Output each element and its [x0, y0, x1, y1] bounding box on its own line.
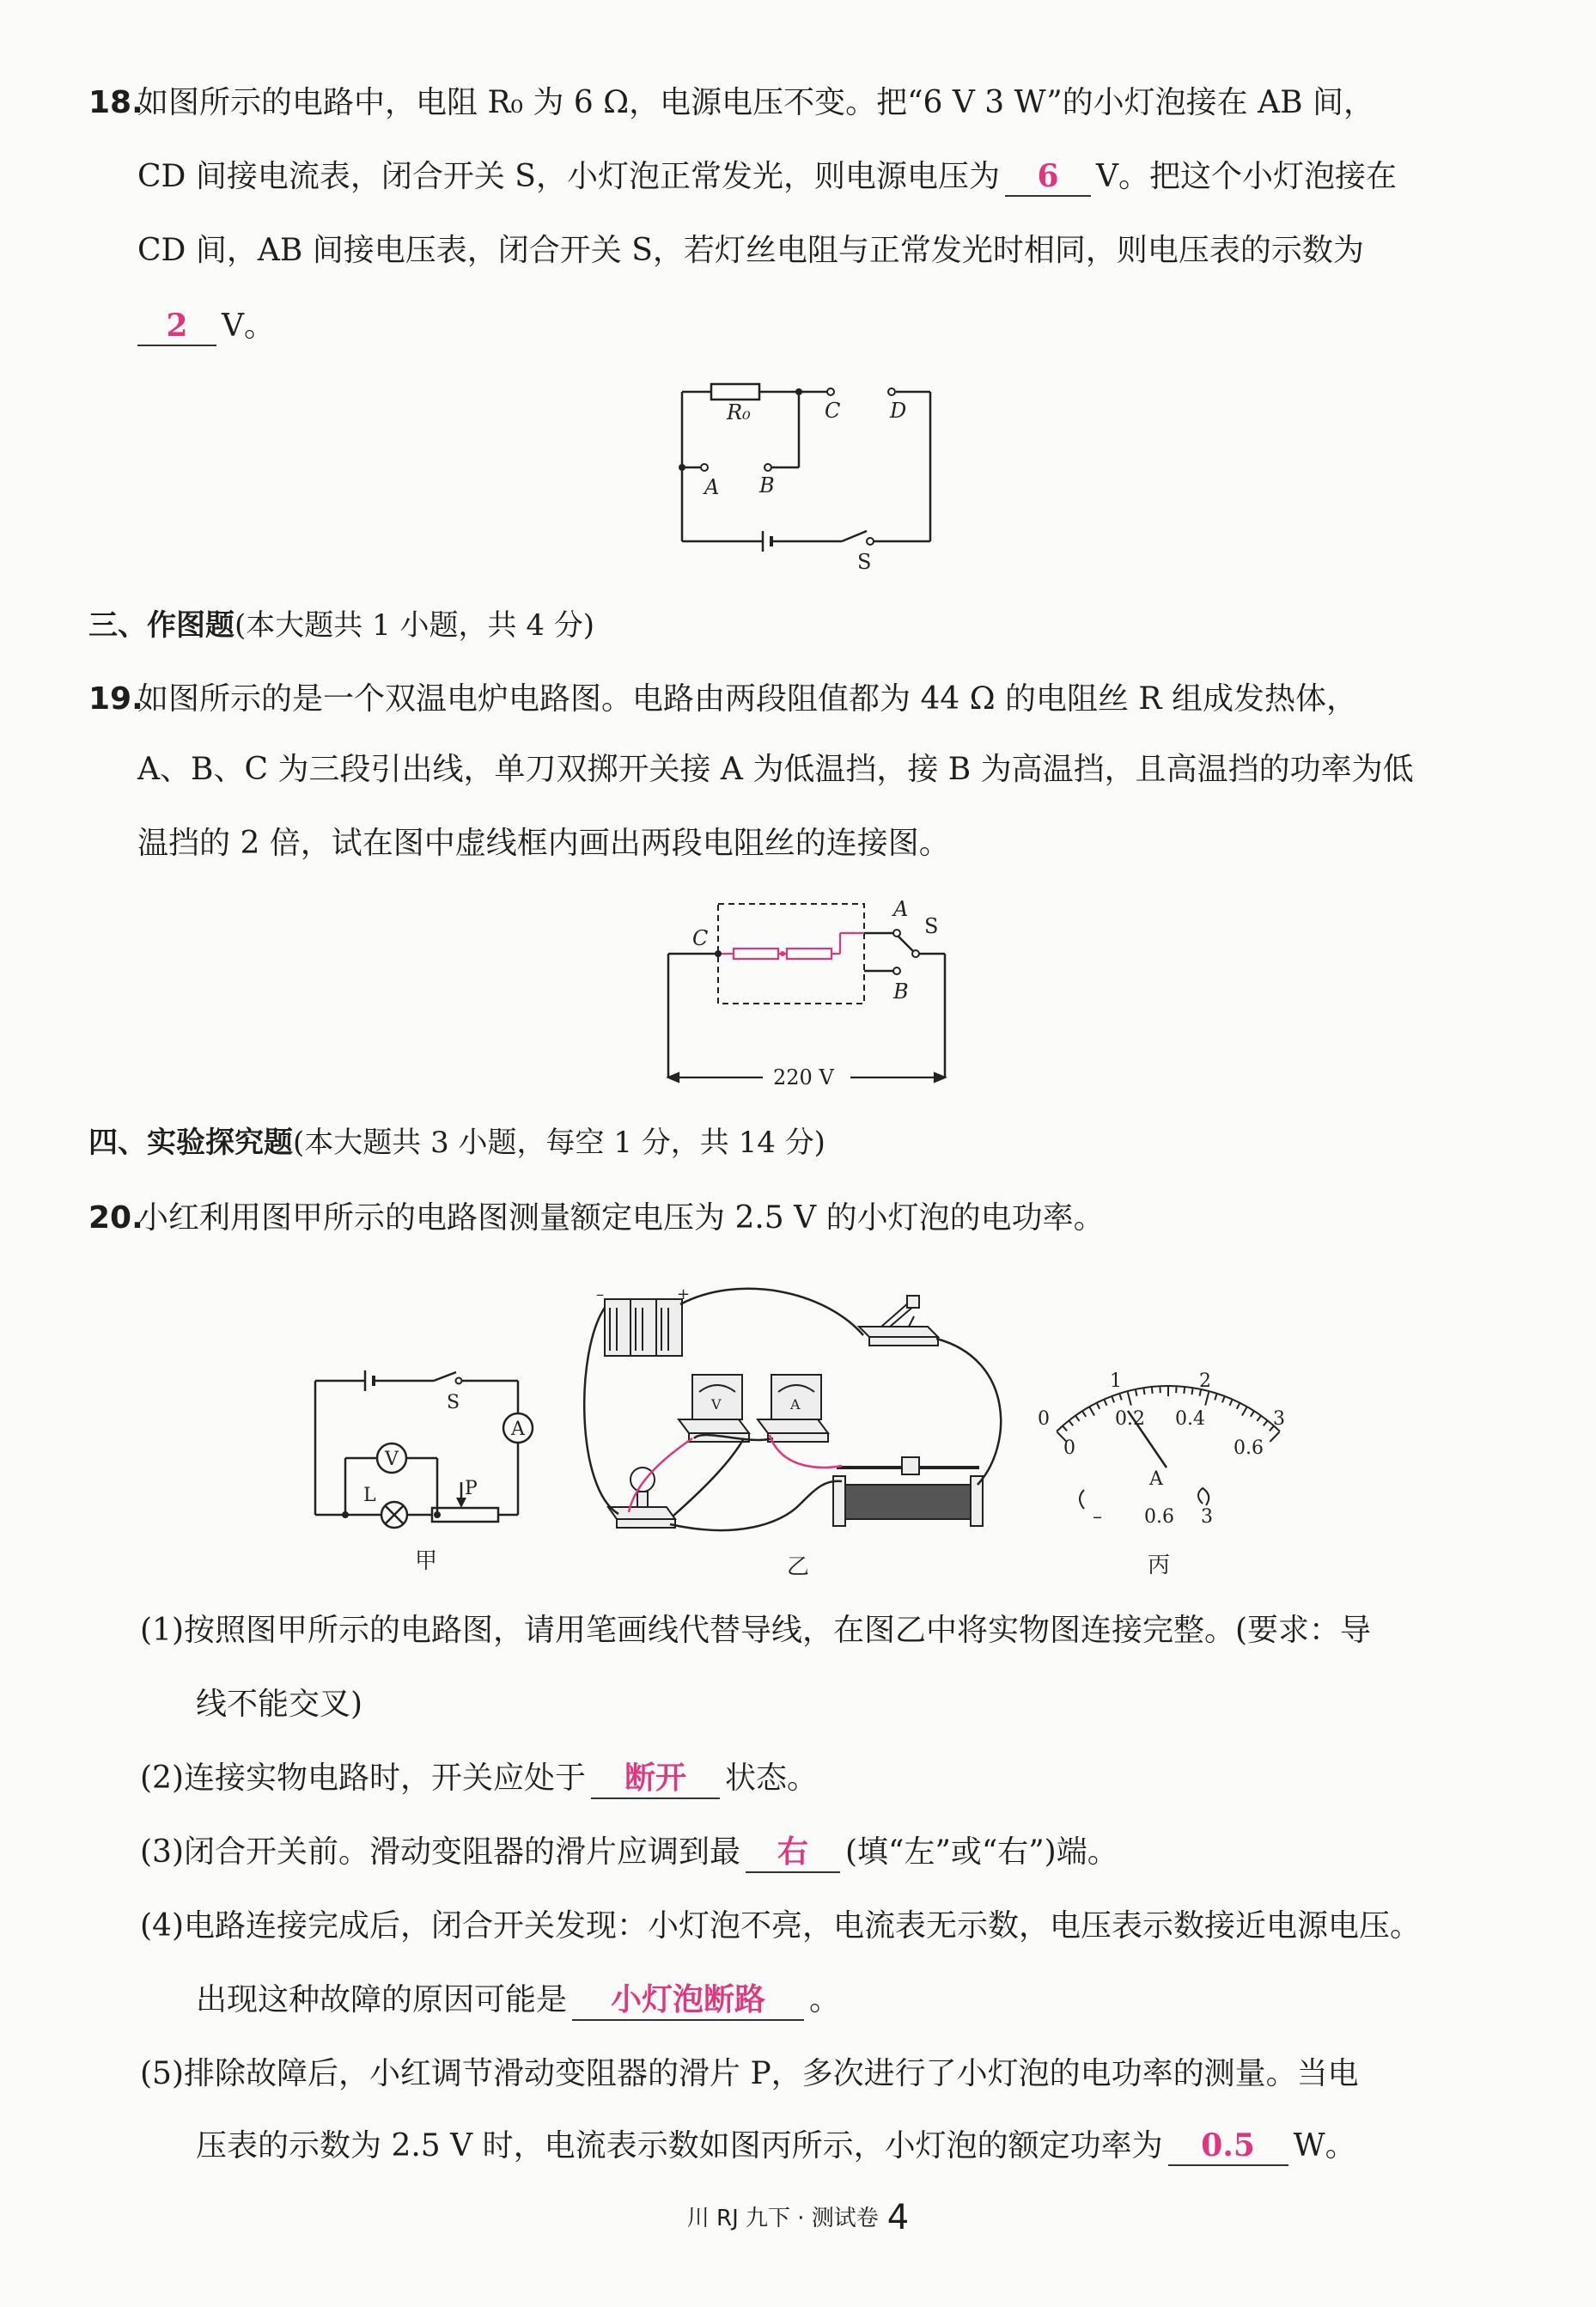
q19-line3: 温挡的 2 倍，试在图中虚线框内画出两段电阻丝的连接图。 [137, 826, 950, 861]
q20-fig-yi-apparatus [567, 1282, 1031, 1583]
q20-bing-tick [1090, 1407, 1094, 1416]
page-number: 4 [886, 2198, 910, 2237]
q20-bing-bottom-02: 0.2 [1115, 1408, 1145, 1430]
q20-bing-tick [1143, 1388, 1144, 1395]
footer-text: 川 RJ 九下 · 测试卷 [686, 2206, 879, 2231]
q20-p4-b-line [196, 1980, 840, 2021]
q20-bing-tick [1105, 1400, 1107, 1405]
q20-yi-lamp [608, 1468, 675, 1528]
q20-p4-a: (4)电路连接完成后，闭合开关发现：小灯泡不亮，电流表无示数，电压表示数接近电源电压。 [140, 1908, 1421, 1944]
q20-bing-term-3: 3 [1201, 1506, 1213, 1528]
q18-terminal-d [888, 388, 895, 395]
q20-p4-b: 出现这种故障的原因可能是 [196, 1982, 568, 2017]
q20-yi-rheostat [833, 1457, 983, 1526]
q20-answer3: 右 [746, 1834, 840, 1873]
q20-bing-tick [1270, 1432, 1279, 1442]
q20-fig-bing-ammeter-dial [1031, 1358, 1306, 1581]
q19-terminal-a [893, 930, 900, 937]
q20-answer2: 断开 [591, 1760, 720, 1799]
q20-jia-label-s: S [447, 1392, 460, 1413]
q20-bing-unit: A [1149, 1468, 1163, 1490]
q20-bing-bottom-06: 0.6 [1234, 1437, 1264, 1459]
q20-yi-caption: 乙 [787, 1554, 810, 1580]
q19-circuit-diagram [653, 885, 971, 1100]
q20-bing-tick [1128, 1392, 1131, 1405]
q20-bing-tick [1063, 1426, 1068, 1431]
q20-bing-tick [1242, 1407, 1246, 1416]
q18-label-r0: R₀ [727, 400, 751, 424]
q20-yi-label-a: A [790, 1396, 801, 1413]
q19-answer-resistor1 [734, 949, 778, 959]
q18-terminal-c [827, 388, 834, 395]
q20-bing-tick [1191, 1388, 1192, 1395]
q20-bing-tick [1264, 1421, 1267, 1425]
q20-bing-tick [1112, 1397, 1114, 1403]
q20-answer4: 小灯泡断路 [572, 1981, 804, 2021]
q18-answer2: 2 [137, 307, 216, 346]
q20-p1-b: 线不能交叉) [196, 1687, 363, 1722]
q20-p2-b: 状态。 [725, 1761, 819, 1796]
q20-bing-tick [1120, 1395, 1122, 1401]
q20-bing-top-2: 2 [1199, 1370, 1211, 1392]
q20-bing-caption: 丙 [1148, 1553, 1171, 1578]
q18-label-c: C [825, 399, 841, 423]
section4-note: (本大题共 3 小题，每空 1 分，共 14 分) [293, 1126, 825, 1160]
q18-resistor-r0 [711, 384, 759, 400]
q20-p1-a: (1)按照图甲所示的电路图，请用笔画线代替导线，在图乙中将实物图连接完整。(要求：导 [140, 1613, 1372, 1648]
q18-line2-b: V。把这个小灯泡接在 [1095, 159, 1397, 194]
q20-jia-rheostat [432, 1508, 498, 1522]
q20-bing-tick [1205, 1392, 1209, 1405]
q20-bing-tick [1076, 1416, 1080, 1421]
q19-line2: A、B、C 为三段引出线，单刀双掷开关接 A 为低温挡，接 B 为高温挡，且高温挡的功率为低 [137, 752, 1414, 787]
q19-label-s: S [924, 914, 939, 938]
q20-p2-a: (2)连接实物电路时，开关应处于 [140, 1761, 586, 1796]
q18-line4 [137, 306, 275, 347]
q20-p5-b: 压表的示数为 2.5 V 时，电流表示数如图丙所示，小灯泡的额定功率为 [196, 2128, 1163, 2164]
q18-terminal-a [701, 464, 708, 471]
q18-terminal-b [764, 464, 771, 471]
q20-bing-tick [1229, 1400, 1232, 1405]
q20-bing-term-neg: – [1093, 1506, 1102, 1528]
q20-answer5: 0.5 [1168, 2127, 1288, 2166]
section4-title: 四、实验探究题 [88, 1126, 293, 1160]
q20-bing-bottom-04: 0.4 [1175, 1408, 1205, 1430]
q20-bing-tick [1152, 1388, 1153, 1394]
q19-dashed-box [718, 904, 864, 1004]
q20-p5-b-line [196, 2126, 1356, 2167]
q20-yi-knife-switch [859, 1296, 938, 1346]
q18-line1: 如图所示的电路中，电阻 R₀ 为 6 Ω，电源电压不变。把“6 V 3 W”的小灯泡接在 AB 间， [137, 85, 1375, 120]
q20-yi-battery [605, 1299, 682, 1356]
q20-p5-a: (5)排除故障后，小红调节滑动变阻器的滑片 P，多次进行了小灯泡的电功率的测量。当电 [140, 2056, 1359, 2091]
q20-jia-label-v: V [385, 1449, 399, 1470]
q19-label-a: A [893, 897, 909, 921]
q18-circuit-diagram [670, 369, 953, 584]
q20-p3-a: (3)闭合开关前。滑动变阻器的滑片应调到最 [140, 1834, 740, 1870]
q20-jia-caption: 甲 [415, 1548, 438, 1574]
q18-line2 [137, 156, 1397, 198]
q20-p3-b: (填“左”或“右”)端。 [845, 1834, 1118, 1870]
q20-bing-tick [1222, 1397, 1224, 1403]
q18-switch-contact [867, 538, 874, 545]
q19-line1: 如图所示的是一个双温电炉电路图。电路由两段阻值都为 44 Ω 的电阻丝 R 组成发热体， [137, 681, 1357, 717]
q19-terminal-b [893, 967, 900, 974]
section3-heading [88, 605, 594, 646]
q20-bing-tick [1097, 1404, 1100, 1409]
q18-label-b: B [759, 473, 775, 497]
q19-label-b: B [893, 980, 909, 1004]
q18-number: 18. [88, 85, 143, 120]
q20-p2 [140, 1758, 818, 1799]
q20-p4-c: 。 [809, 1982, 841, 2017]
q18-line3: CD 间，AB 间接电压表，闭合开关 S，若灯丝电阻与正常发光时相同，则电压表的示数为 [137, 233, 1364, 268]
q20-bing-needle [1128, 1411, 1167, 1468]
q20-bing-tick [1257, 1416, 1260, 1421]
q20-bing-term-06: 0.6 [1144, 1506, 1174, 1528]
q20-bing-tick [1215, 1395, 1216, 1401]
q18-label-s: S [857, 550, 872, 574]
svg-text:–: – [596, 1285, 604, 1303]
q20-p5-c: W。 [1293, 2128, 1356, 2164]
q20-bing-bottom-0: 0 [1063, 1437, 1075, 1459]
q18-line4-b: V。 [222, 308, 275, 344]
section4-heading [88, 1122, 825, 1163]
q20-line1: 小红利用图甲所示的电路图测量额定电压为 2.5 V 的小灯泡的电功率。 [137, 1200, 1105, 1236]
section3-note: (本大题共 1 小题，共 4 分) [235, 608, 595, 643]
page-footer [0, 2198, 1596, 2237]
q18-line2-a: CD 间接电流表，闭合开关 S，小灯泡正常发光，则电源电压为 [137, 159, 1000, 194]
q19-label-voltage: 220 V [773, 1065, 834, 1089]
q20-yi-label-v: V [711, 1396, 722, 1413]
q18-answer1: 6 [1005, 157, 1091, 197]
svg-text:+: + [677, 1285, 691, 1303]
q18-label-d: D [890, 399, 907, 423]
q20-bing-top-3: 3 [1273, 1408, 1285, 1430]
q20-jia-label-a: A [511, 1419, 525, 1440]
q20-bing-tick [1251, 1412, 1254, 1417]
section3-title: 三、作图题 [88, 608, 235, 643]
q20-bing-tick [1082, 1412, 1086, 1417]
q20-bing-tick [1237, 1404, 1240, 1409]
q20-bing-tick [1184, 1388, 1185, 1394]
q20-fig-jia-circuit [305, 1353, 537, 1577]
q19-number: 19. [88, 681, 143, 717]
q19-answer-resistor2 [787, 949, 832, 959]
q19-switch-pivot [912, 950, 919, 957]
q18-label-a: A [704, 475, 720, 499]
q20-number: 20. [88, 1200, 143, 1236]
q20-bing-zero-top: 0 [1038, 1408, 1050, 1430]
q20-jia-label-l: L [363, 1485, 376, 1506]
q20-bing-tick [1069, 1421, 1073, 1425]
q20-p3 [140, 1832, 1118, 1873]
q20-jia-label-p: P [465, 1478, 478, 1499]
q20-bing-top-1: 1 [1110, 1370, 1122, 1392]
q19-label-c: C [692, 926, 709, 950]
